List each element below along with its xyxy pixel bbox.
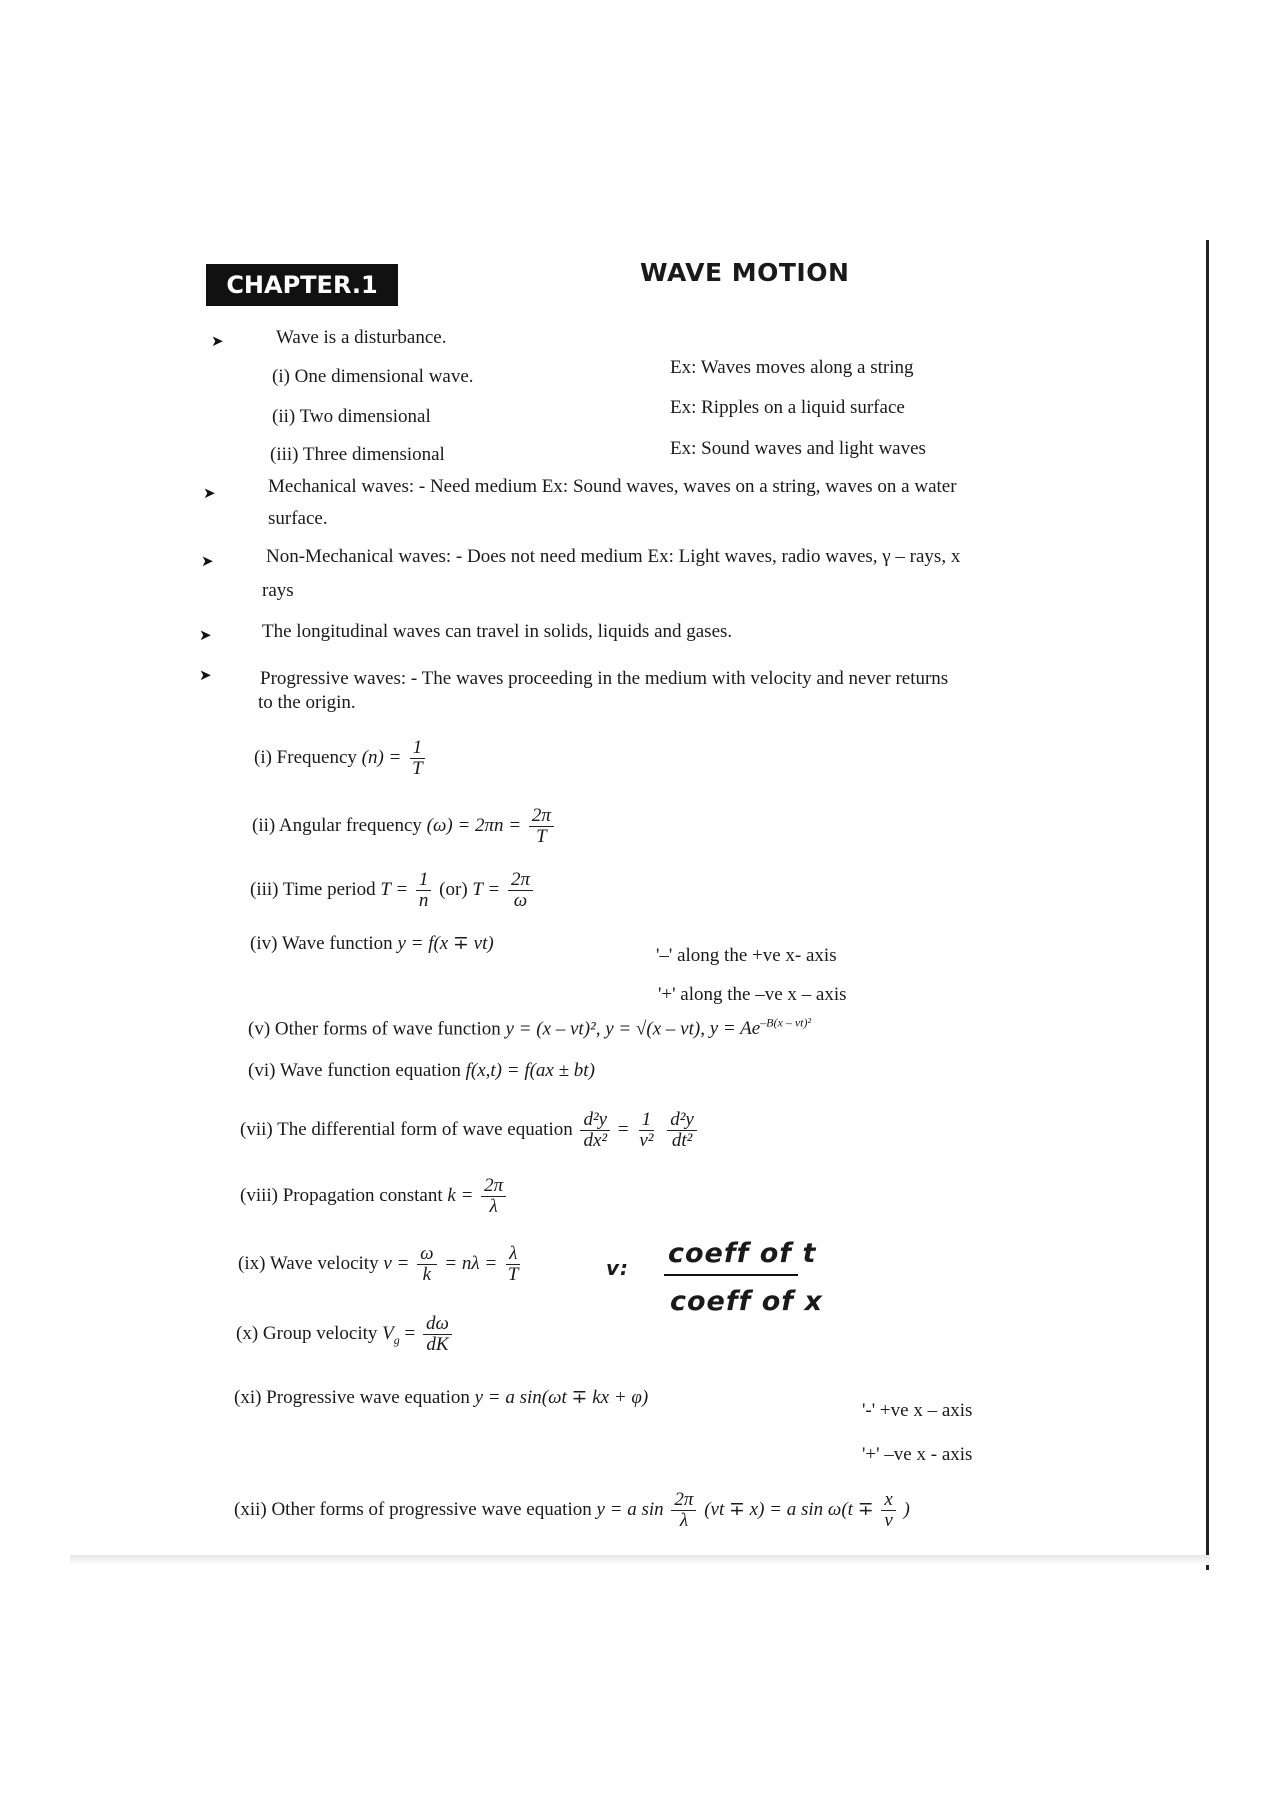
fraction: [409, 738, 426, 779]
fraction: [529, 806, 554, 847]
handwritten-numerator: coeff of t: [668, 1238, 817, 1269]
handwritten-denominator: coeff of x: [670, 1286, 823, 1317]
formula-label: (iv) Wave function: [250, 933, 393, 954]
denominator: T: [536, 825, 547, 847]
formula-label: (i) Frequency: [254, 746, 357, 768]
formula-time-period: [250, 870, 536, 911]
wave-type-1-label: (i) One dimensional wave.: [272, 366, 474, 387]
wave-type-3-example: Ex: Sound waves and light waves: [670, 438, 926, 459]
formula-frequency: [254, 738, 429, 779]
formula-group-velocity: [236, 1314, 455, 1355]
fraction: [881, 1490, 895, 1531]
formula-angular-frequency: [252, 806, 557, 847]
chapter-badge: CHAPTER.1: [206, 264, 398, 306]
bullet-icon: ➤: [211, 334, 224, 350]
formula-label: (vi) Wave function equation: [248, 1060, 461, 1081]
formula-lhs: T =: [380, 878, 409, 900]
progressive-note-plus: '+' –ve x - axis: [862, 1444, 973, 1465]
fraction: [505, 1244, 522, 1285]
page-bottom-shadow: [70, 1555, 1210, 1565]
wave-type-2-example: Ex: Ripples on a liquid surface: [670, 397, 905, 418]
numerator: dω: [423, 1314, 452, 1335]
progressive-waves-line1: Progressive waves: - The waves proceeding in the medium with velocity and never returns: [260, 668, 949, 689]
formula-label: (iii) Time period: [250, 878, 376, 900]
numerator: d²y: [667, 1110, 697, 1131]
formula-lhs: v =: [383, 1252, 410, 1274]
numerator: λ: [506, 1244, 520, 1265]
formula-other-wave-forms: [248, 1016, 811, 1040]
progressive-waves-line2: to the origin.: [258, 692, 356, 713]
numerator: 2π: [481, 1176, 506, 1197]
numerator: 2π: [508, 870, 533, 891]
bullet-icon: ➤: [199, 628, 212, 644]
formula-middle: = nλ =: [444, 1252, 498, 1274]
numerator: 1: [639, 1110, 655, 1131]
formula-lhs: (n) =: [361, 746, 402, 768]
formula-label: (vii) The differential form of wave equation: [240, 1118, 573, 1140]
mechanical-waves-line2: surface.: [268, 508, 328, 529]
denominator: λ: [679, 1509, 689, 1531]
denominator: T: [412, 757, 423, 779]
numerator: 2π: [529, 806, 554, 827]
denominator: dx²: [583, 1129, 608, 1151]
denominator: v²: [639, 1129, 654, 1151]
denominator: dt²: [671, 1129, 693, 1151]
fraction: [636, 1110, 656, 1151]
numerator: d²y: [580, 1110, 610, 1131]
wave-type-2-label: (ii) Two dimensional: [272, 406, 431, 427]
wave-type-1-example: Ex: Waves moves along a string: [670, 357, 914, 378]
formula-label: (ix) Wave velocity: [238, 1252, 379, 1274]
page-edge: [1206, 240, 1209, 1570]
wave-definition: Wave is a disturbance.: [276, 327, 447, 348]
formula-or: (or): [439, 878, 468, 900]
bullet-icon: ➤: [203, 486, 216, 502]
formula-expression-3: $y = Ae^{-B(x - vt)^2}$: [709, 1016, 812, 1040]
fraction: [423, 1314, 452, 1355]
non-mechanical-waves-line2: rays: [262, 580, 294, 601]
formula-expression-2: y = √(x – vt),: [605, 1018, 705, 1040]
longitudinal-waves-text: The longitudinal waves can travel in solids, liquids and gases.: [262, 621, 733, 642]
formula-differential-wave-equation: [240, 1110, 700, 1151]
equals-sign: =: [404, 1322, 416, 1344]
numerator: 1: [410, 738, 426, 759]
fraction: [417, 1244, 436, 1285]
wave-function-note-plus: '+' along the –ve x – axis: [658, 984, 847, 1005]
denominator: k: [422, 1263, 432, 1285]
denominator: ω: [513, 889, 528, 911]
formula-progressive-wave-equation: [234, 1386, 648, 1409]
denominator: n: [418, 889, 429, 911]
handwritten-v: v:: [606, 1256, 630, 1280]
fraction: [508, 870, 533, 911]
formula-expression: f(x,t) = f(ax ± bt): [465, 1060, 595, 1081]
formula-end: ): [903, 1498, 910, 1520]
formula-label: (viii) Propagation constant: [240, 1184, 443, 1206]
fraction: [667, 1110, 697, 1151]
formula-lhs-2: T =: [472, 878, 501, 900]
formula-lhs: $V_g$: [382, 1322, 400, 1347]
formula-wave-function: [250, 932, 494, 955]
formula-label: (xi) Progressive wave equation: [234, 1387, 470, 1408]
equals-sign: =: [617, 1118, 629, 1140]
denominator: T: [507, 1263, 519, 1285]
formula-expression: y = a sin(ωt ∓ kx + φ): [474, 1387, 649, 1408]
numerator: x: [881, 1490, 895, 1511]
fraction: [671, 1490, 696, 1531]
formula-lhs: y = a sin: [596, 1498, 664, 1520]
non-mechanical-waves-line1: Non-Mechanical waves: - Does not need medium Ex: Light waves, radio waves, γ – rays, x: [266, 546, 961, 567]
progressive-note-minus: '-' +ve x – axis: [862, 1400, 973, 1421]
formula-expression-1: y = (x – vt)²,: [505, 1018, 601, 1040]
page-title: WAVE MOTION: [640, 258, 850, 287]
wave-type-3-label: (iii) Three dimensional: [270, 444, 445, 465]
numerator: 1: [416, 870, 432, 891]
denominator: λ: [489, 1195, 498, 1217]
formula-label: (ii) Angular frequency: [252, 814, 422, 836]
fraction: [580, 1110, 610, 1151]
formula-label: (x) Group velocity: [236, 1322, 378, 1344]
formula-other-progressive-forms: [234, 1490, 910, 1531]
denominator: v: [884, 1509, 893, 1531]
fraction: [481, 1176, 506, 1217]
wave-function-note-minus: '–' along the +ve x- axis: [656, 945, 837, 966]
formula-wave-function-equation: [248, 1060, 595, 1082]
bullet-icon: ➤: [199, 668, 212, 684]
denominator: dK: [426, 1333, 449, 1355]
formula-lhs: (ω) = 2πn =: [426, 814, 522, 836]
bullet-icon: ➤: [201, 554, 214, 570]
formula-label: (xii) Other forms of progressive wave equation: [234, 1498, 592, 1520]
formula-wave-velocity: [238, 1244, 524, 1285]
numerator: 2π: [671, 1490, 696, 1511]
formula-expression: y = f(x ∓ vt): [397, 933, 494, 954]
handwritten-fraction-bar: [664, 1274, 798, 1276]
formula-propagation-constant: [240, 1176, 509, 1217]
formula-lhs: k =: [447, 1184, 474, 1206]
formula-middle: (vt ∓ x) = a sin ω(t ∓: [704, 1498, 874, 1520]
numerator: ω: [417, 1244, 436, 1265]
fraction: [416, 870, 432, 911]
formula-label: (v) Other forms of wave function: [248, 1018, 501, 1040]
mechanical-waves-line1: Mechanical waves: - Need medium Ex: Sound waves, waves on a string, waves on a water: [268, 476, 957, 497]
